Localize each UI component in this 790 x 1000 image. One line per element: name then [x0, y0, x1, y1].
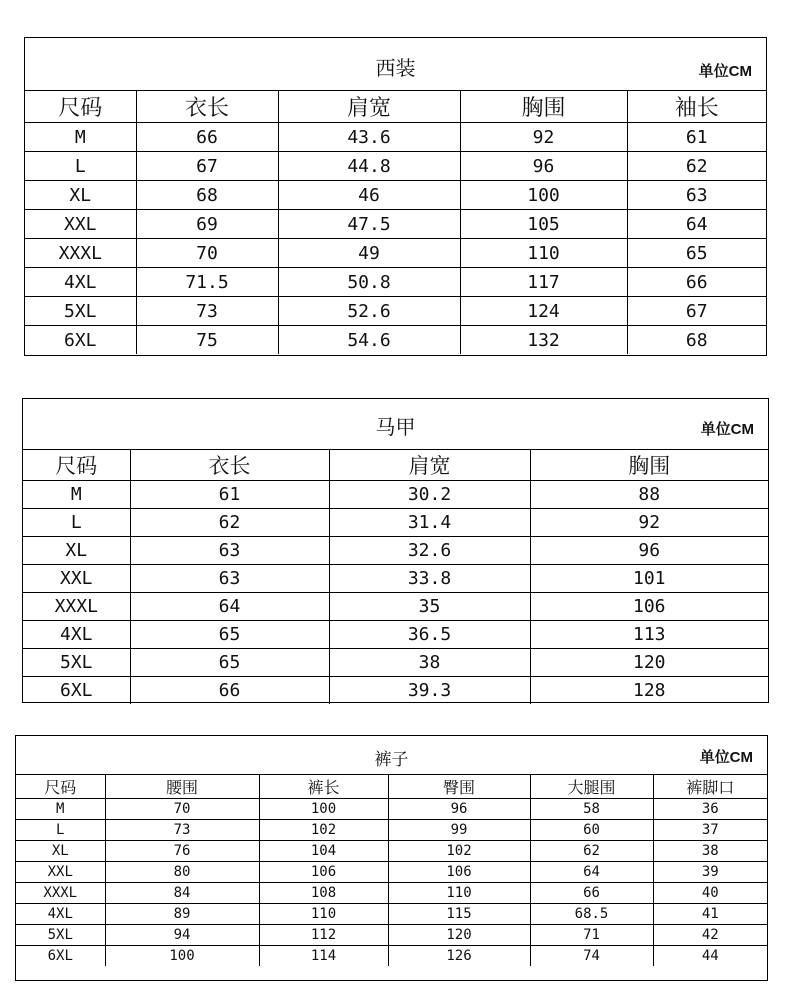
value-cell: 39.3 — [329, 677, 530, 705]
value-cell: 110 — [460, 239, 627, 268]
header-cell: 裤长 — [259, 775, 388, 799]
pants-grid — [16, 775, 767, 966]
unit-label: 单位CM — [700, 421, 754, 438]
value-cell: 68 — [627, 326, 766, 355]
header-cell: 臀围 — [388, 775, 530, 799]
value-cell: 63 — [130, 537, 329, 565]
value-cell: 71 — [530, 925, 653, 946]
value-cell: 63 — [130, 565, 329, 593]
header-row — [23, 450, 768, 481]
vest-title-row — [23, 399, 768, 450]
value-cell: 62 — [627, 152, 766, 181]
value-cell: 100 — [259, 799, 388, 820]
table-row — [23, 677, 768, 705]
value-cell: 36.5 — [329, 621, 530, 649]
table-row — [25, 239, 766, 268]
value-cell: 102 — [388, 841, 530, 862]
header-cell: 肩宽 — [329, 450, 530, 481]
value-cell: 108 — [259, 883, 388, 904]
value-cell: 80 — [105, 862, 259, 883]
value-cell: 50.8 — [278, 268, 460, 297]
value-cell: 73 — [105, 820, 259, 841]
value-cell: 70 — [105, 799, 259, 820]
header-cell: 肩宽 — [278, 91, 460, 123]
value-cell: 65 — [130, 621, 329, 649]
header-cell: 衣长 — [136, 91, 278, 123]
value-cell: 75 — [136, 326, 278, 355]
size-cell: XL — [23, 537, 130, 565]
size-cell: M — [25, 123, 136, 152]
value-cell: 104 — [259, 841, 388, 862]
header-cell: 衣长 — [130, 450, 329, 481]
size-cell: 6XL — [25, 326, 136, 355]
value-cell: 66 — [130, 677, 329, 705]
value-cell: 106 — [388, 862, 530, 883]
value-cell: 69 — [136, 210, 278, 239]
suit-title-row — [25, 38, 766, 91]
size-cell: L — [25, 152, 136, 181]
size-cell: XL — [16, 841, 105, 862]
value-cell: 32.6 — [329, 537, 530, 565]
table-row — [25, 152, 766, 181]
table-row — [25, 123, 766, 152]
table-row — [16, 862, 767, 883]
value-cell: 96 — [530, 537, 768, 565]
size-cell: M — [16, 799, 105, 820]
table-title: 裤子 — [374, 750, 409, 770]
value-cell: 113 — [530, 621, 768, 649]
table-row — [16, 904, 767, 925]
table-row — [23, 621, 768, 649]
size-cell: XXXL — [23, 593, 130, 621]
size-cell: 4XL — [16, 904, 105, 925]
pants-title-row — [16, 736, 767, 775]
value-cell: 89 — [105, 904, 259, 925]
size-cell: XL — [25, 181, 136, 210]
value-cell: 115 — [388, 904, 530, 925]
value-cell: 100 — [460, 181, 627, 210]
value-cell: 76 — [105, 841, 259, 862]
value-cell: 94 — [105, 925, 259, 946]
size-cell: XXXL — [16, 883, 105, 904]
value-cell: 117 — [460, 268, 627, 297]
value-cell: 37 — [653, 820, 767, 841]
size-cell: XXL — [16, 862, 105, 883]
value-cell: 33.8 — [329, 565, 530, 593]
value-cell: 44.8 — [278, 152, 460, 181]
value-cell: 73 — [136, 297, 278, 326]
table-body — [16, 799, 767, 967]
value-cell: 110 — [388, 883, 530, 904]
value-cell: 100 — [105, 946, 259, 967]
value-cell: 64 — [530, 862, 653, 883]
vest-grid — [23, 450, 768, 704]
value-cell: 124 — [460, 297, 627, 326]
value-cell: 66 — [136, 123, 278, 152]
value-cell: 35 — [329, 593, 530, 621]
value-cell: 110 — [259, 904, 388, 925]
value-cell: 92 — [530, 509, 768, 537]
unit-label: 单位CM — [698, 63, 752, 80]
value-cell: 128 — [530, 677, 768, 705]
value-cell: 61 — [627, 123, 766, 152]
header-cell: 尺码 — [25, 91, 136, 123]
header-row — [16, 775, 767, 799]
value-cell: 92 — [460, 123, 627, 152]
size-cell: L — [16, 820, 105, 841]
value-cell: 71.5 — [136, 268, 278, 297]
size-cell: XXL — [25, 210, 136, 239]
suit-size-table — [24, 37, 767, 356]
value-cell: 101 — [530, 565, 768, 593]
size-cell: M — [23, 481, 130, 509]
header-cell: 尺码 — [23, 450, 130, 481]
value-cell: 41 — [653, 904, 767, 925]
value-cell: 38 — [653, 841, 767, 862]
table-row — [16, 883, 767, 904]
value-cell: 120 — [530, 649, 768, 677]
value-cell: 49 — [278, 239, 460, 268]
value-cell: 42 — [653, 925, 767, 946]
table-row — [25, 210, 766, 239]
value-cell: 106 — [259, 862, 388, 883]
table-row — [25, 181, 766, 210]
size-cell: 6XL — [23, 677, 130, 705]
value-cell: 62 — [130, 509, 329, 537]
value-cell: 64 — [130, 593, 329, 621]
value-cell: 132 — [460, 326, 627, 355]
value-cell: 43.6 — [278, 123, 460, 152]
value-cell: 61 — [130, 481, 329, 509]
size-cell: 5XL — [16, 925, 105, 946]
vest-size-table — [22, 398, 769, 703]
value-cell: 96 — [460, 152, 627, 181]
table-row — [23, 593, 768, 621]
table-row — [23, 537, 768, 565]
value-cell: 66 — [627, 268, 766, 297]
value-cell: 62 — [530, 841, 653, 862]
table-row — [16, 925, 767, 946]
value-cell: 105 — [460, 210, 627, 239]
value-cell: 64 — [627, 210, 766, 239]
value-cell: 39 — [653, 862, 767, 883]
table-row — [16, 946, 767, 967]
value-cell: 99 — [388, 820, 530, 841]
size-cell: XXL — [23, 565, 130, 593]
size-cell: 6XL — [16, 946, 105, 967]
value-cell: 84 — [105, 883, 259, 904]
value-cell: 52.6 — [278, 297, 460, 326]
value-cell: 60 — [530, 820, 653, 841]
value-cell: 67 — [627, 297, 766, 326]
value-cell: 68.5 — [530, 904, 653, 925]
header-cell: 腰围 — [105, 775, 259, 799]
value-cell: 74 — [530, 946, 653, 967]
value-cell: 63 — [627, 181, 766, 210]
header-cell: 尺码 — [16, 775, 105, 799]
value-cell: 102 — [259, 820, 388, 841]
value-cell: 88 — [530, 481, 768, 509]
value-cell: 46 — [278, 181, 460, 210]
suit-grid — [25, 91, 766, 354]
size-cell: 4XL — [23, 621, 130, 649]
value-cell: 65 — [627, 239, 766, 268]
table-row — [25, 326, 766, 355]
pants-size-table — [15, 735, 768, 981]
value-cell: 68 — [136, 181, 278, 210]
value-cell: 30.2 — [329, 481, 530, 509]
table-row — [23, 649, 768, 677]
header-cell: 袖长 — [627, 91, 766, 123]
table-title: 西装 — [375, 56, 416, 80]
value-cell: 96 — [388, 799, 530, 820]
value-cell: 54.6 — [278, 326, 460, 355]
size-cell: 5XL — [23, 649, 130, 677]
value-cell: 66 — [530, 883, 653, 904]
size-cell: 5XL — [25, 297, 136, 326]
size-cell: XXXL — [25, 239, 136, 268]
value-cell: 58 — [530, 799, 653, 820]
table-title: 马甲 — [375, 415, 416, 439]
header-row — [25, 91, 766, 123]
header-cell: 胸围 — [530, 450, 768, 481]
table-row — [16, 820, 767, 841]
value-cell: 120 — [388, 925, 530, 946]
value-cell: 36 — [653, 799, 767, 820]
value-cell: 40 — [653, 883, 767, 904]
value-cell: 126 — [388, 946, 530, 967]
value-cell: 38 — [329, 649, 530, 677]
header-cell: 大腿围 — [530, 775, 653, 799]
size-cell: L — [23, 509, 130, 537]
header-cell: 裤脚口 — [653, 775, 767, 799]
table-row — [25, 268, 766, 297]
value-cell: 67 — [136, 152, 278, 181]
table-row — [23, 509, 768, 537]
value-cell: 112 — [259, 925, 388, 946]
table-body — [23, 481, 768, 705]
header-cell: 胸围 — [460, 91, 627, 123]
table-row — [23, 565, 768, 593]
value-cell: 70 — [136, 239, 278, 268]
unit-label: 单位CM — [699, 749, 753, 766]
value-cell: 31.4 — [329, 509, 530, 537]
table-body — [25, 123, 766, 355]
value-cell: 47.5 — [278, 210, 460, 239]
table-row — [16, 799, 767, 820]
table-row — [16, 841, 767, 862]
value-cell: 114 — [259, 946, 388, 967]
value-cell: 65 — [130, 649, 329, 677]
table-row — [23, 481, 768, 509]
value-cell: 106 — [530, 593, 768, 621]
table-row — [25, 297, 766, 326]
value-cell: 44 — [653, 946, 767, 967]
size-cell: 4XL — [25, 268, 136, 297]
